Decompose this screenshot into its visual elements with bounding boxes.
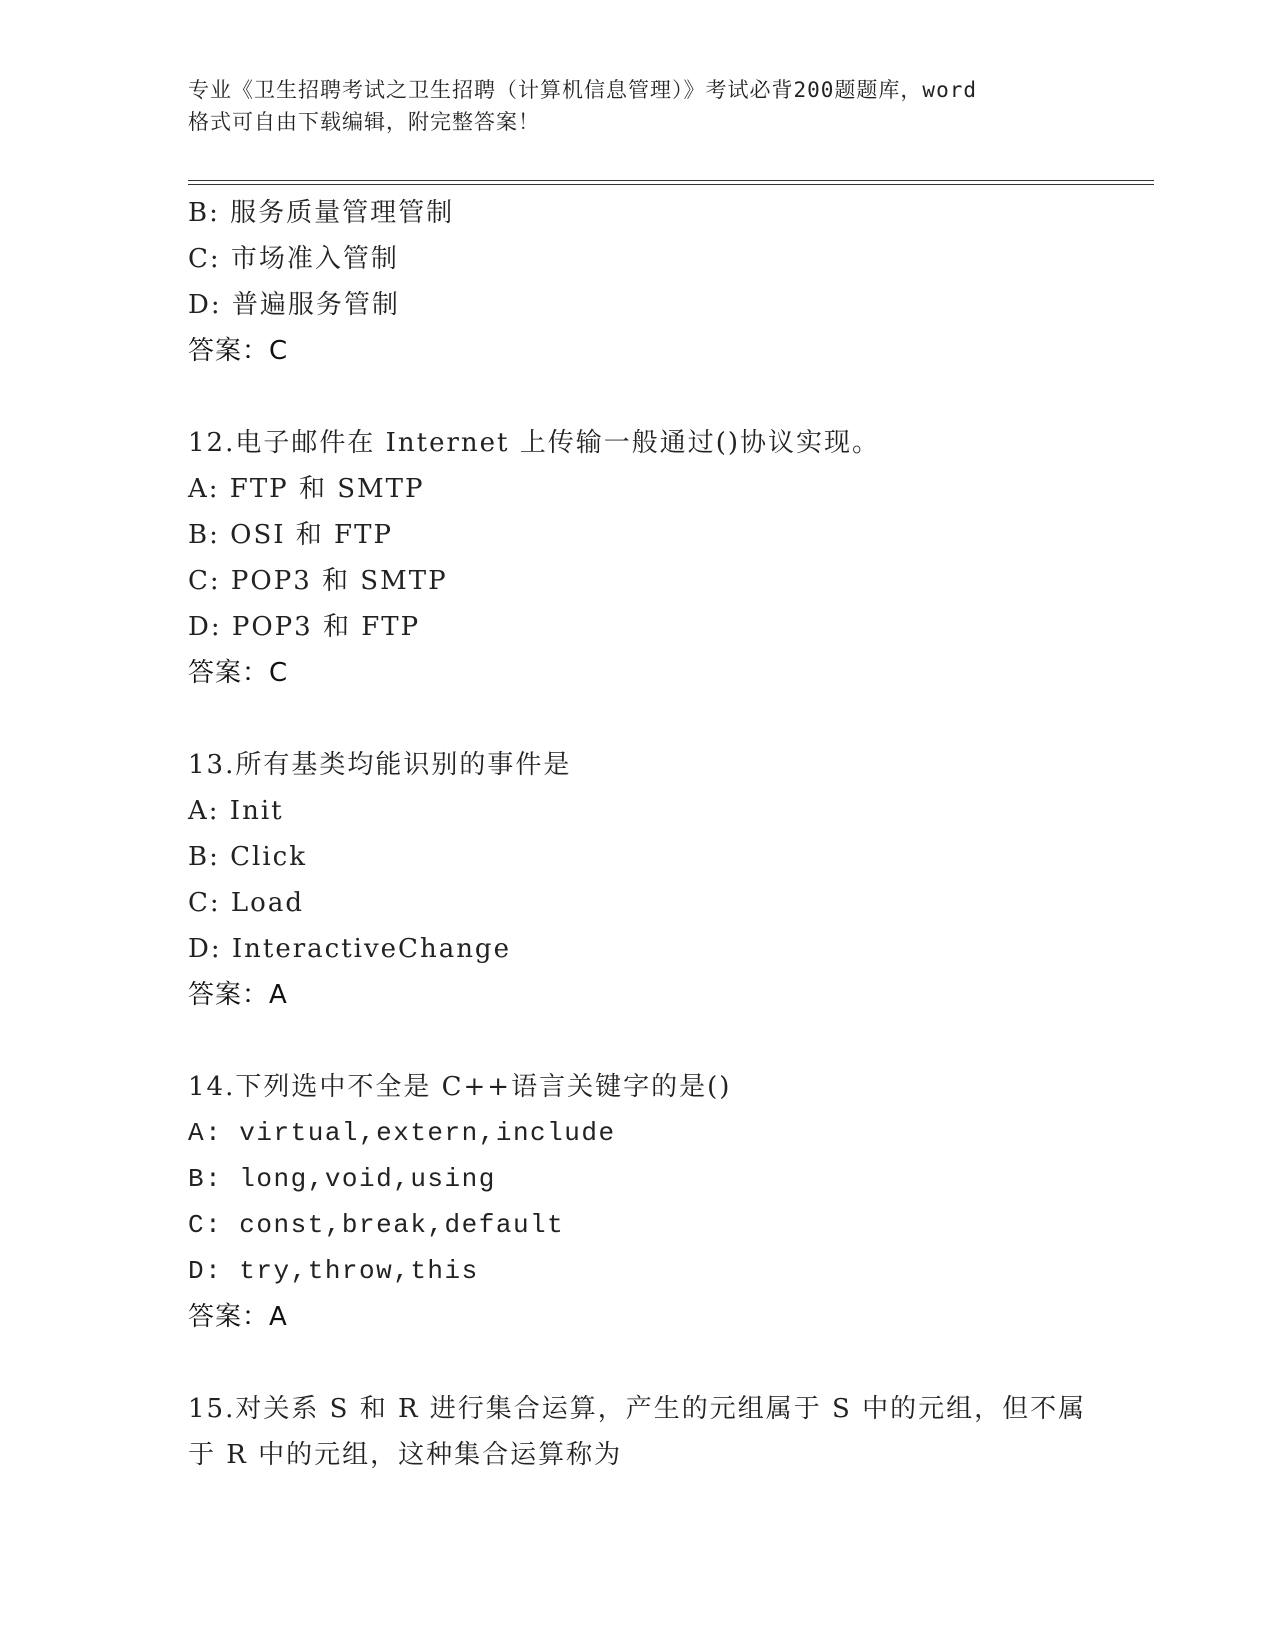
option-d: D: InteractiveChange — [188, 934, 511, 964]
question-text-line-1: 15.对关系 S 和 R 进行集合运算，产生的元组属于 S 中的元组，但不属 — [188, 1394, 1087, 1424]
spacer — [188, 374, 1138, 420]
question-11 — [188, 190, 1138, 374]
spacer — [188, 1018, 1138, 1064]
question-text: 13.所有基类均能识别的事件是 — [188, 750, 572, 780]
spacer — [188, 1340, 1138, 1386]
header-divider-bottom — [188, 184, 1154, 185]
question-15 — [188, 1386, 1138, 1478]
option-c: C: Load — [188, 888, 304, 918]
option-c: C: const,break,default — [188, 1210, 565, 1240]
option-b: B: Click — [188, 842, 307, 872]
option-c: C: 市场准入管制 — [188, 244, 399, 274]
question-12 — [188, 420, 1138, 696]
question-14 — [188, 1064, 1138, 1340]
question-13 — [188, 742, 1138, 1018]
answer: 答案：A — [188, 980, 288, 1010]
question-text: 14.下列选中不全是 C++语言关键字的是() — [188, 1072, 732, 1102]
spacer — [188, 696, 1138, 742]
option-d: D: try,throw,this — [188, 1256, 479, 1286]
question-text-line-2: 于 R 中的元组，这种集合运算称为 — [188, 1440, 623, 1470]
option-a: A: FTP 和 SMTP — [188, 474, 425, 504]
answer: 答案：C — [188, 336, 289, 366]
option-b: B: long,void,using — [188, 1164, 496, 1194]
question-text: 12.电子邮件在 Internet 上传输一般通过()协议实现。 — [188, 428, 881, 458]
answer: 答案：A — [188, 1302, 288, 1332]
option-d: D: POP3 和 FTP — [188, 612, 421, 642]
header-line-1: 专业《卫生招聘考试之卫生招聘（计算机信息管理）》考试必背200题题库，word — [188, 78, 977, 102]
option-c: C: POP3 和 SMTP — [188, 566, 448, 596]
answer: 答案：C — [188, 658, 289, 688]
option-b: B: OSI 和 FTP — [188, 520, 393, 550]
option-b: B: 服务质量管理管制 — [188, 198, 455, 228]
option-a: A: Init — [188, 796, 284, 826]
document-header — [188, 74, 1098, 138]
option-d: D: 普遍服务管制 — [188, 290, 400, 320]
option-a: A: virtual,extern,include — [188, 1118, 616, 1148]
header-divider-top — [188, 180, 1154, 181]
question-list — [188, 190, 1138, 1478]
header-line-2: 格式可自由下载编辑，附完整答案！ — [188, 110, 540, 134]
